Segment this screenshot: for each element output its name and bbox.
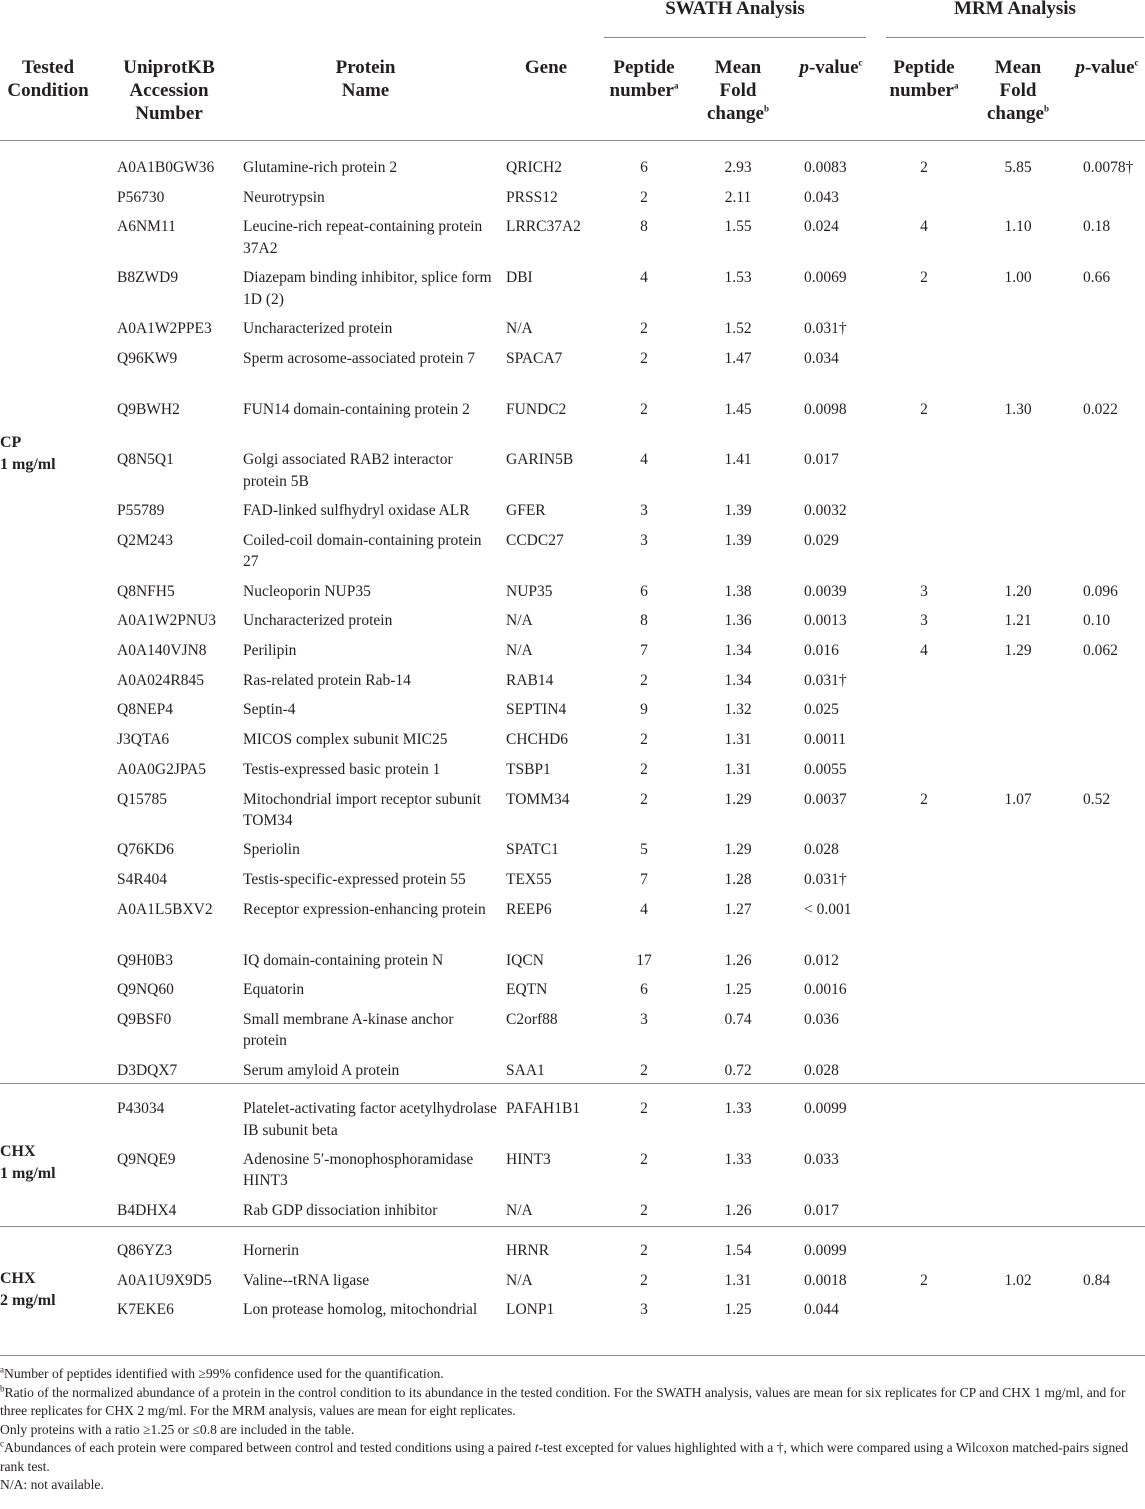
footnote-c: $^c$Abundances of each protein were compared between control and tested conditions using a paired t-test excepted for values highlighted with a †, which were compared using a Wilcoxon matched-pairs signed rank test. (0, 1438, 1129, 1474)
cell-acc: K7EKE6 (117, 1301, 174, 1319)
cell-s-fc: 1.47 (724, 349, 752, 367)
cell-s-pep: 6 (640, 159, 648, 176)
cell-acc: J3QTA6 (117, 731, 170, 749)
cell-m-pep: 4 (920, 642, 928, 659)
cell-gene: PRSS12 (506, 188, 558, 206)
cell-s-p: 0.024 (804, 218, 839, 236)
cell-name: Testis-specific-expressed protein 55 (243, 871, 466, 888)
cell-s-fc: 1.31 (724, 760, 752, 778)
cell-s-p: 0.0099 (804, 1100, 847, 1117)
cell-s-pep: 2 (640, 1271, 648, 1289)
cell-s-p: 0.033 (804, 1150, 839, 1168)
cell-acc: Q9NQ60 (117, 981, 174, 999)
cell-s-fc: 1.28 (724, 871, 752, 888)
group-divider (0, 1083, 1145, 1084)
cell-s-pep: 2 (640, 731, 648, 749)
cell-gene: C2orf88 (506, 1010, 558, 1028)
cell-gene: NUP35 (506, 582, 553, 600)
condition-label: CHX 2 mg/ml (0, 1270, 56, 1309)
condition-label: CP 1 mg/ml (0, 434, 56, 473)
cell-s-fc: 0.74 (724, 1010, 752, 1028)
cell-s-pep: 5 (640, 841, 648, 859)
cell-s-p: 0.031† (804, 871, 847, 888)
cell-name: Small membrane A-kinase anchor protein (243, 1010, 454, 1050)
cell-acc: B4DHX4 (117, 1201, 177, 1219)
cell-m-p: 0.66 (1083, 269, 1111, 287)
cell-s-p: 0.0011 (804, 731, 847, 749)
cell-m-pep: 2 (920, 269, 928, 287)
cell-s-fc: 1.25 (724, 981, 752, 999)
cell-m-fc: 1.10 (1004, 218, 1032, 236)
cell-gene: SPATC1 (506, 841, 559, 859)
cell-s-pep: 2 (640, 188, 648, 206)
cell-name: Neurotrypsin (243, 188, 325, 206)
cell-gene: REEP6 (506, 900, 552, 918)
cell-acc: P56730 (117, 188, 165, 206)
cell-gene: TEX55 (506, 871, 552, 888)
cell-s-pep: 8 (640, 612, 648, 630)
cell-name: Lon protease homolog, mitochondrial (243, 1301, 478, 1319)
cell-m-p: 0.52 (1083, 790, 1111, 808)
cell-gene: QRICH2 (506, 159, 562, 176)
cell-s-p: 0.0099 (804, 1242, 847, 1259)
cell-s-p: 0.012 (804, 951, 839, 969)
cell-name: Mitochondrial import receptor subunit TOM34 (243, 790, 482, 829)
cell-s-pep: 3 (640, 1010, 648, 1028)
mrm-group-rule (886, 37, 1144, 38)
cell-m-pep: 2 (920, 400, 928, 418)
cell-gene: N/A (506, 1271, 533, 1289)
cell-acc: Q8NFH5 (117, 582, 175, 600)
cell-s-pep: 7 (640, 642, 648, 659)
cell-acc: A0A1W2PNU3 (117, 612, 217, 630)
cell-name: FUN14 domain-containing protein 2 (243, 400, 470, 418)
cell-s-pep: 9 (640, 701, 648, 719)
cell-s-fc: 1.52 (724, 320, 752, 337)
cell-gene: N/A (506, 612, 533, 630)
cell-gene: CCDC27 (506, 531, 564, 549)
cell-s-fc: 1.29 (724, 841, 752, 859)
cell-m-p: 0.022 (1083, 400, 1118, 418)
cell-name: FAD-linked sulfhydryl oxidase ALR (243, 502, 470, 520)
cell-s-pep: 2 (640, 760, 648, 778)
cell-s-p: 0.036 (804, 1010, 839, 1028)
cell-s-pep: 3 (640, 502, 648, 520)
cell-name: MICOS complex subunit MIC25 (243, 731, 448, 749)
cell-s-p: 0.044 (804, 1301, 839, 1319)
cell-m-fc: 5.85 (1004, 159, 1032, 176)
cell-s-p: 0.025 (804, 701, 839, 719)
cell-s-p: < 0.001 (804, 900, 852, 918)
cell-s-p: 0.016 (804, 642, 839, 659)
cell-m-p: 0.062 (1083, 642, 1118, 659)
cell-s-pep: 17 (636, 951, 652, 969)
cell-name: Perilipin (243, 642, 297, 659)
cell-s-pep: 6 (640, 981, 648, 999)
cell-gene: SPACA7 (506, 349, 563, 367)
cell-gene: TOMM34 (506, 790, 570, 808)
col-header-tested-condition: Tested Condition (7, 57, 89, 101)
cell-s-pep: 8 (640, 218, 648, 236)
cell-s-pep: 2 (640, 1100, 648, 1117)
cell-acc: Q9NQE9 (117, 1150, 176, 1168)
cell-m-fc: 1.02 (1004, 1271, 1032, 1289)
cell-s-p: 0.0055 (804, 760, 847, 778)
cell-acc: A0A1L5BXV2 (117, 900, 213, 918)
cell-s-fc: 1.34 (724, 671, 752, 689)
cell-acc: Q76KD6 (117, 841, 174, 859)
cell-s-fc: 1.26 (724, 951, 752, 969)
cell-s-pep: 2 (640, 400, 648, 418)
cell-s-p: 0.034 (804, 349, 839, 367)
cell-gene: PAFAH1B1 (506, 1100, 581, 1117)
group-divider (0, 1355, 1145, 1356)
cell-name: Equatorin (243, 981, 305, 999)
cell-acc: Q2M243 (117, 531, 173, 549)
cell-s-p: 0.031† (804, 320, 847, 337)
cell-acc: Q15785 (117, 790, 167, 808)
footnote-na: N/A: not available. (0, 1477, 104, 1492)
cell-s-fc: 2.93 (724, 159, 752, 176)
cell-s-p: 0.0013 (804, 612, 847, 630)
cell-s-fc: 1.32 (724, 701, 752, 719)
cell-s-pep: 4 (640, 269, 648, 287)
cell-s-p: 0.0037 (804, 790, 847, 808)
cell-name: IQ domain-containing protein N (243, 951, 444, 969)
footnote-a: $^a$Number of peptides identified with ≥99% confidence used for the quantification. (0, 1364, 444, 1381)
cell-acc: P55789 (117, 502, 165, 520)
cell-acc: A0A024R845 (117, 671, 204, 689)
cell-s-fc: 1.55 (724, 218, 752, 236)
cell-s-fc: 1.31 (724, 1271, 752, 1289)
cell-m-pep: 2 (920, 1271, 928, 1289)
cell-acc: A0A0G2JPA5 (117, 760, 207, 778)
cell-s-pep: 7 (640, 871, 648, 888)
cell-acc: Q96KW9 (117, 349, 178, 367)
col-header-mrm-p-value: p-value$^c$ (1075, 57, 1139, 78)
cell-s-fc: 1.36 (724, 612, 752, 630)
cell-s-p: 0.0039 (804, 582, 847, 600)
cell-name: Valine--tRNA ligase (243, 1271, 370, 1289)
cell-s-fc: 1.26 (724, 1201, 752, 1219)
cell-s-fc: 1.33 (724, 1100, 752, 1117)
cell-m-fc: 1.30 (1004, 400, 1032, 418)
cell-name: Glutamine-rich protein 2 (243, 159, 398, 176)
cell-acc: A0A1W2PPE3 (117, 320, 212, 337)
cell-m-pep: 2 (920, 159, 928, 176)
col-header-swath-mean-fold-change: Mean Fold change$^b$ (706, 57, 769, 124)
cell-gene: GARIN5B (506, 451, 574, 469)
footnotes (0, 1365, 1140, 1495)
col-header-mrm-peptide-number: Peptide number$^a$ (889, 57, 959, 101)
cell-s-fc: 0.72 (724, 1061, 752, 1079)
cell-s-p: 0.031† (804, 671, 847, 689)
cell-gene: HRNR (506, 1242, 550, 1259)
cell-m-p: 0.18 (1083, 218, 1111, 236)
cell-s-p: 0.0069 (804, 269, 847, 287)
cell-s-pep: 4 (640, 900, 648, 918)
cell-s-fc: 1.53 (724, 269, 752, 287)
cell-m-fc: 1.20 (1004, 582, 1032, 600)
cell-name: Leucine-rich repeat-containing protein 37A2 (243, 218, 483, 257)
cell-name: Hornerin (243, 1242, 299, 1259)
cell-acc: Q8N5Q1 (117, 451, 174, 469)
cell-gene: N/A (506, 642, 533, 659)
mrm-analysis-header: MRM Analysis (954, 0, 1076, 19)
cell-s-pep: 2 (640, 320, 648, 337)
cell-s-p: 0.028 (804, 1061, 839, 1079)
cell-gene: SEPTIN4 (506, 701, 567, 719)
footnote-only: Only proteins with a ratio ≥1.25 or ≤0.8 are included in the table. (0, 1421, 355, 1437)
cell-s-pep: 2 (640, 1201, 648, 1219)
cell-s-p: 0.0098 (804, 400, 847, 418)
cell-s-fc: 1.41 (724, 451, 752, 469)
col-header-gene: Gene (524, 57, 568, 78)
cell-s-fc: 1.33 (724, 1150, 752, 1168)
cell-gene: EQTN (506, 981, 548, 999)
col-header-accession: UniprotKB Accession Number (123, 57, 215, 124)
cell-gene: DBI (506, 269, 533, 287)
cell-m-pep: 4 (920, 218, 928, 236)
cell-name: Ras-related protein Rab-14 (243, 671, 411, 689)
cell-s-fc: 1.39 (724, 531, 752, 549)
cell-s-p: 0.0032 (804, 502, 847, 520)
cell-s-fc: 1.27 (724, 900, 752, 918)
cell-gene: FUNDC2 (506, 400, 567, 418)
group-divider (0, 1226, 1145, 1227)
cell-acc: Q9BWH2 (117, 400, 180, 418)
cell-acc: D3DQX7 (117, 1061, 178, 1079)
cell-name: Testis-expressed basic protein 1 (243, 760, 441, 778)
swath-group-rule (604, 37, 866, 38)
cell-name: Sperm acrosome-associated protein 7 (243, 349, 475, 367)
cell-s-fc: 2.11 (724, 188, 752, 206)
cell-acc: A0A1B0GW36 (117, 159, 215, 176)
cell-s-p: 0.017 (804, 1201, 839, 1219)
cell-s-pep: 2 (640, 1150, 648, 1168)
cell-s-fc: 1.34 (724, 642, 752, 659)
cell-gene: LONP1 (506, 1301, 555, 1319)
col-header-protein-name: Protein Name (335, 57, 396, 101)
cell-m-pep: 2 (920, 790, 928, 808)
cell-m-pep: 3 (920, 582, 928, 600)
cell-s-fc: 1.45 (724, 400, 752, 418)
cell-name: Golgi associated RAB2 interactor protein 5B (243, 451, 453, 490)
cell-name: Uncharacterized protein (243, 320, 393, 337)
cell-m-p: 0.84 (1083, 1271, 1111, 1289)
cell-s-fc: 1.31 (724, 731, 752, 749)
cell-m-fc: 1.29 (1004, 642, 1032, 659)
cell-m-fc: 1.07 (1004, 790, 1032, 808)
cell-s-p: 0.0083 (804, 159, 847, 176)
cell-name: Septin-4 (243, 701, 296, 719)
cell-s-fc: 1.54 (724, 1242, 752, 1259)
col-header-swath-peptide-number: Peptide number$^a$ (609, 57, 679, 101)
cell-gene: N/A (506, 1201, 533, 1219)
header-bottom-rule (0, 140, 1145, 141)
cell-s-p: 0.029 (804, 531, 839, 549)
cell-s-p: 0.0018 (804, 1271, 847, 1289)
cell-m-p: 0.0078† (1083, 159, 1134, 176)
footnote-b: $^b$Ratio of the normalized abundance of a protein in the control condition to its abundance in the tested condition. For the SWATH analysis, values are mean for six replicates for CP and CHX 1 mg/ml, and for three replicates for CHX 2 mg/ml. For the MRM analysis, values are mean for eight replicates. (0, 1382, 1126, 1418)
cell-s-pep: 4 (640, 451, 648, 469)
cell-acc: A0A1U9X9D5 (117, 1271, 212, 1289)
cell-acc: Q9H0B3 (117, 951, 173, 969)
cell-name: Receptor expression-enhancing protein (243, 900, 486, 918)
cell-m-fc: 1.00 (1004, 269, 1032, 287)
cell-acc: Q9BSF0 (117, 1010, 172, 1028)
cell-acc: Q86YZ3 (117, 1242, 173, 1259)
cell-name: Coiled-coil domain-containing protein 27 (243, 531, 482, 571)
cell-s-pep: 3 (640, 1301, 648, 1319)
cell-acc: S4R404 (117, 871, 167, 888)
cell-gene: GFER (506, 502, 546, 520)
cell-gene: N/A (506, 320, 533, 337)
cell-acc: Q8NEP4 (117, 701, 173, 719)
cell-m-p: 0.096 (1083, 582, 1118, 600)
cell-gene: CHCHD6 (506, 731, 569, 749)
cell-s-p: 0.043 (804, 188, 839, 206)
cell-acc: P43034 (117, 1100, 165, 1117)
cell-gene: RAB14 (506, 671, 554, 689)
cell-name: Nucleoporin NUP35 (243, 582, 371, 600)
swath-analysis-header: SWATH Analysis (665, 0, 805, 19)
cell-s-fc: 1.29 (724, 790, 752, 808)
cell-acc: A0A140VJN8 (117, 642, 207, 659)
col-header-mrm-mean-fold-change: Mean Fold change$^b$ (986, 57, 1049, 124)
cell-name: Diazepam binding inhibitor, splice form 1D (2) (243, 269, 492, 308)
cell-s-pep: 2 (640, 671, 648, 689)
cell-acc: A6NM11 (117, 218, 176, 236)
cell-s-pep: 2 (640, 1242, 648, 1259)
condition-label: CHX 1 mg/ml (0, 1143, 56, 1182)
cell-s-p: 0.028 (804, 841, 839, 859)
cell-name: Serum amyloid A protein (243, 1061, 400, 1079)
cell-gene: LRRC37A2 (506, 218, 581, 236)
cell-name: Speriolin (243, 841, 300, 859)
cell-s-fc: 1.25 (724, 1301, 752, 1319)
cell-s-pep: 3 (640, 531, 648, 549)
cell-s-p: 0.017 (804, 451, 839, 469)
cell-name: Adenosine 5′-monophosphoramidase HINT3 (243, 1150, 474, 1190)
cell-s-fc: 1.38 (724, 582, 752, 600)
cell-gene: IQCN (506, 951, 544, 969)
cell-m-fc: 1.21 (1004, 612, 1032, 630)
cell-gene: SAA1 (506, 1061, 545, 1079)
cell-s-pep: 2 (640, 349, 648, 367)
cell-s-pep: 2 (640, 790, 648, 808)
cell-m-pep: 3 (920, 612, 928, 630)
cell-s-p: 0.0016 (804, 981, 847, 999)
cell-acc: B8ZWD9 (117, 269, 179, 287)
cell-s-fc: 1.39 (724, 502, 752, 520)
col-header-swath-p-value: p-value$^c$ (799, 57, 863, 78)
cell-s-pep: 2 (640, 1061, 648, 1079)
cell-s-pep: 6 (640, 582, 648, 600)
cell-name: Platelet-activating factor acetylhydrolase IB subunit beta (243, 1100, 497, 1139)
cell-name: Rab GDP dissociation inhibitor (243, 1201, 438, 1219)
cell-gene: TSBP1 (506, 760, 551, 778)
cell-gene: HINT3 (506, 1150, 551, 1168)
cell-name: Uncharacterized protein (243, 612, 393, 630)
cell-m-p: 0.10 (1083, 612, 1111, 630)
